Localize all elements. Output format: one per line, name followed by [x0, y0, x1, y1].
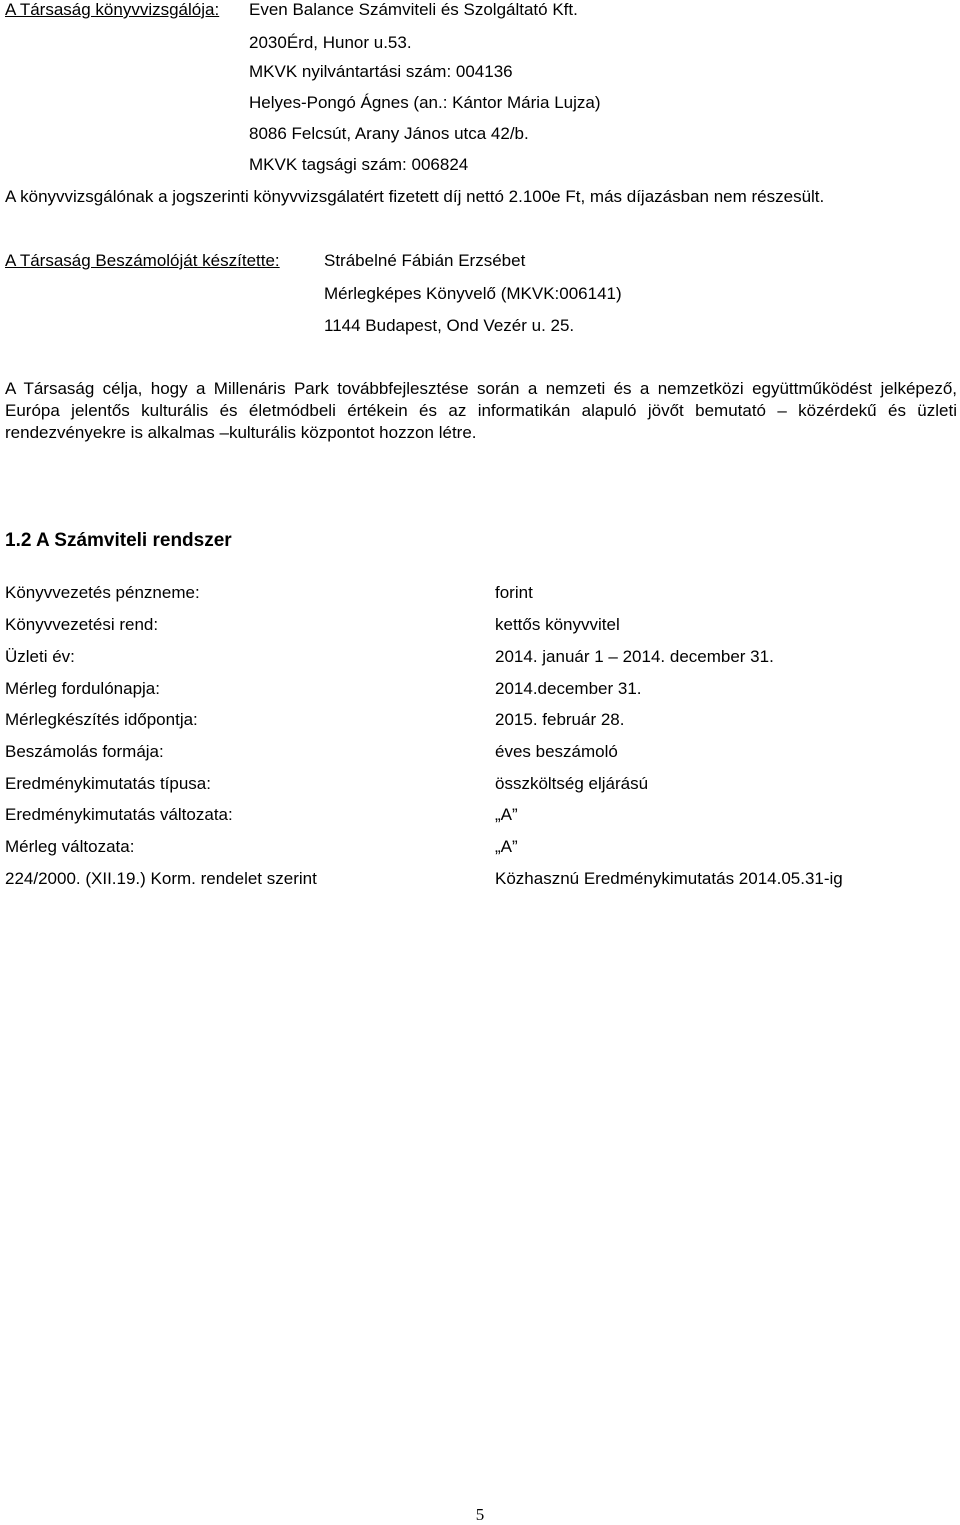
row-label-balance-date: Mérleg fordulónapja:: [5, 679, 160, 698]
preparer-address: 1144 Budapest, Ond Vezér u. 25.: [324, 316, 575, 335]
auditor-address: 2030Érd, Hunor u.53.: [249, 33, 412, 52]
row-value-income-type: összköltség eljárású: [495, 774, 649, 793]
row-label-business-year: Üzleti év:: [5, 647, 75, 666]
preparer-label: A Társaság Beszámolóját készítette:: [5, 251, 280, 270]
auditor-person: Helyes-Pongó Ágnes (an.: Kántor Mária Lujza): [249, 93, 601, 112]
auditor-membership-number: MKVK tagsági szám: 006824: [249, 155, 469, 174]
row-label-report-form: Beszámolás formája:: [5, 742, 164, 761]
row-value-balance-date: 2014.december 31.: [495, 679, 642, 698]
row-label-currency: Könyvvezetés pénzneme:: [5, 583, 200, 602]
auditor-fee-note: A könyvvizsgálónak a jogszerinti könyvvizsgálatért fizetett díj nettó 2.100e Ft, más díjazásban nem részesült.: [5, 187, 825, 206]
auditor-label: A Társaság könyvvizsgálója:: [5, 0, 220, 19]
row-label-balance-variant: Mérleg változata:: [5, 837, 135, 856]
row-value-regulation: Közhasznú Eredménykimutatás 2014.05.31-ig: [495, 869, 843, 888]
section-heading: 1.2 A Számviteli rendszer: [5, 530, 232, 551]
row-value-report-form: éves beszámoló: [495, 742, 618, 761]
preparer-title: Mérlegképes Könyvelő (MKVK:006141): [324, 284, 622, 303]
row-value-preparation-date: 2015. február 28.: [495, 710, 625, 729]
row-value-business-year: 2014. január 1 – 2014. december 31.: [495, 647, 774, 666]
row-value-currency: forint: [495, 583, 533, 602]
company-purpose-paragraph: A Társaság célja, hogy a Millenáris Park továbbfejlesztése során a nemzeti és a nemzetközi együttműködést jelképező, Európa jelentős kulturális és életmódbeli értékein és az informatikán alapuló jövőt bemutató – közérdekű és üzleti rendezvényekre is alkalmas –kulturális központot hozzon létre.: [5, 379, 957, 442]
row-value-income-variant: „A”: [495, 805, 518, 824]
row-label-bookkeeping: Könyvvezetési rend:: [5, 615, 159, 634]
row-value-bookkeeping: kettős könyvvitel: [495, 615, 620, 634]
row-label-income-type: Eredménykimutatás típusa:: [5, 774, 211, 793]
row-label-preparation-date: Mérlegkészítés időpontja:: [5, 710, 198, 729]
auditor-company: Even Balance Számviteli és Szolgáltató Kft.: [249, 0, 578, 19]
preparer-name: Strábelné Fábián Erzsébet: [324, 251, 526, 270]
row-label-regulation: 224/2000. (XII.19.) Korm. rendelet szerint: [5, 869, 317, 888]
row-label-income-variant: Eredménykimutatás változata:: [5, 805, 233, 824]
auditor-person-address: 8086 Felcsút, Arany János utca 42/b.: [249, 124, 529, 143]
auditor-registry-number: MKVK nyilvántartási szám: 004136: [249, 62, 513, 81]
page-number: 5: [475, 1505, 485, 1524]
row-value-balance-variant: „A”: [495, 837, 518, 856]
